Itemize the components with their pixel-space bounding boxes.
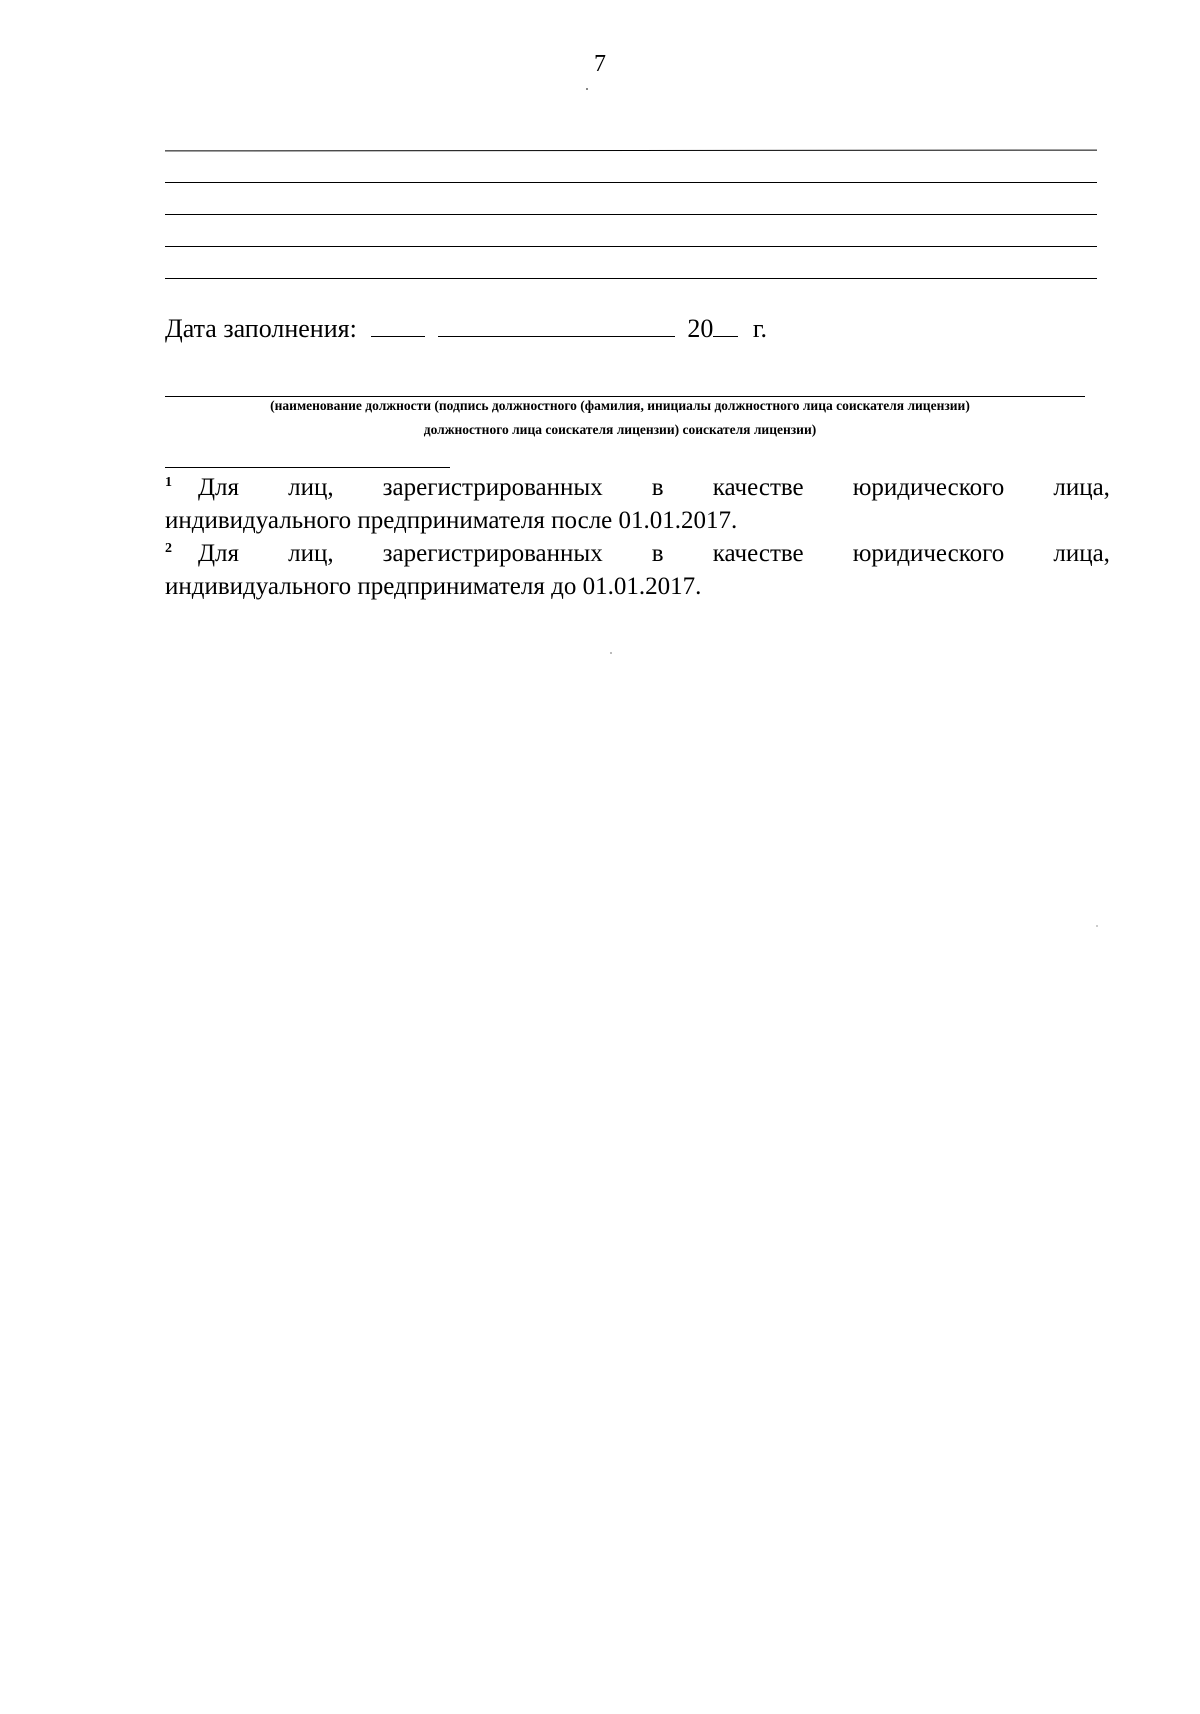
footnote-rule	[165, 467, 450, 468]
date-label: Дата заполнения:	[165, 314, 357, 343]
footnote-1-word-5: качестве	[712, 474, 804, 501]
footnote-1-second-line: индивидуального предпринимателя после 01.01.2017.	[165, 507, 738, 534]
fill-line-3	[165, 214, 1097, 215]
date-row	[165, 312, 767, 346]
footnote-2	[165, 537, 1110, 603]
year-blank	[713, 314, 738, 337]
fill-line-2	[165, 182, 1097, 183]
footnote-1-word-4: в	[651, 474, 664, 501]
scan-speck-3	[1096, 925, 1098, 927]
scan-speck-2	[610, 652, 612, 654]
fill-line-1	[165, 150, 1097, 152]
year-suffix: г.	[752, 314, 768, 343]
month-blank	[438, 314, 675, 337]
signature-caption	[0, 394, 1200, 442]
footnote-2-word-1: $^2$ Для	[165, 540, 240, 567]
footnote-1-word-2: лиц,	[288, 474, 334, 501]
page-number: 7	[594, 51, 606, 77]
footnote-2-word-6: юридического	[852, 540, 1005, 567]
footnote-2-word-4: в	[651, 540, 664, 567]
day-blank	[371, 314, 425, 337]
footnote-2-mark: 2	[165, 540, 172, 556]
footnote-2-second-line: индивидуального предпринимателя до 01.01.2017.	[165, 573, 702, 600]
fill-line-4	[165, 246, 1097, 247]
footnote-1-word-1: $^1$ Для	[165, 474, 240, 501]
footnote-1-word-7: лица,	[1053, 474, 1110, 501]
footnote-1-word-3: зарегистрированных	[382, 474, 603, 501]
footnote-2-word-5: качестве	[712, 540, 804, 567]
footnote-1-mark: 1	[165, 474, 172, 490]
footnote-2-word-2: лиц,	[288, 540, 334, 567]
scan-speck-1	[586, 88, 588, 90]
signature-caption-line-1: (наименование должности (подпись должностного (фамилия, инициалы должностного лица соискателя лицензии)	[270, 398, 970, 413]
footnote-2-first-line	[165, 537, 1110, 570]
footnote-1	[165, 471, 1110, 537]
footnote-1-word-6: юридического	[852, 474, 1005, 501]
footnote-1-first-line	[165, 471, 1110, 504]
year-prefix: 20	[687, 314, 714, 343]
footnote-2-word-3: зарегистрированных	[382, 540, 603, 567]
fill-line-5	[165, 278, 1097, 279]
footnote-2-word-7: лица,	[1053, 540, 1110, 567]
signature-caption-line-2: должностного лица соискателя лицензии) соискателя лицензии)	[423, 422, 817, 437]
